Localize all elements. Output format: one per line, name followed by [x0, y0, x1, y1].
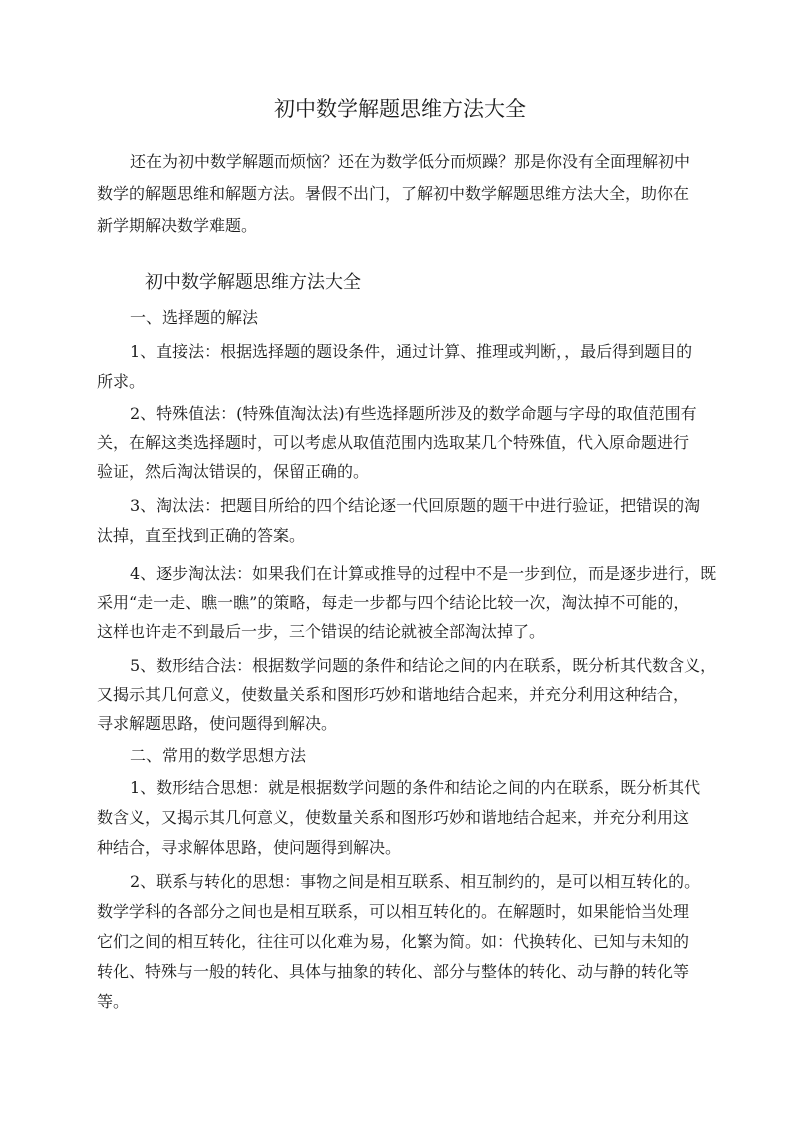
- paragraph-line: 转化、特殊与一般的转化、具体与抽象的转化、部分与整体的转化、动与静的转化等: [97, 962, 690, 981]
- paragraph-line: 2、特殊值法：(特殊值淘汰法)有些选择题所涉及的数学命题与字母的取值范围有: [130, 404, 697, 423]
- paragraph-line: 验证，然后淘汰错误的，保留正确的。: [97, 462, 370, 481]
- paragraph-line: 汰掉，直至找到正确的答案。: [97, 526, 306, 545]
- section-heading: 一、选择题的解法: [130, 308, 259, 327]
- paragraph-line: 采用“走一走、瞧一瞧”的策略，每走一步都与四个结论比较一次，淘汰掉不可能的，: [97, 593, 690, 612]
- paragraph-line: 5、数形结合法：根据数学问题的条件和结论之间的内在联系，既分析其代数含义，: [130, 656, 717, 675]
- document-title: 初中数学解题思维方法大全: [274, 97, 526, 121]
- paragraph-line: 种结合，寻求解体思路，使问题得到解决。: [97, 838, 402, 857]
- paragraph-line: 等。: [97, 992, 130, 1011]
- paragraph-line: 1、直接法：根据选择题的题设条件，通过计算、推理或判断，，最后得到题目的: [130, 342, 693, 361]
- paragraph-line: 它们之间的相互转化，往往可以化难为易，化繁为简。如：代换转化、已知与未知的: [97, 932, 690, 951]
- paragraph-line: 1、数形结合思想：就是根据数学问题的条件和结论之间的内在联系，既分析其代: [130, 778, 701, 797]
- paragraph-line: 数学学科的各部分之间也是相互联系，可以相互转化的。在解题时，如果能恰当处理: [97, 902, 690, 921]
- paragraph-line: 3、淘汰法：把题目所给的四个结论逐一代回原题的题干中进行验证，把错误的淘: [130, 496, 701, 515]
- paragraph-line: 所求。: [97, 372, 146, 391]
- section-heading: 二、常用的数学思想方法: [130, 746, 307, 765]
- intro-line: 数学的解题思维和解题方法。暑假不出门，了解初中数学解题思维方法大全，助你在: [97, 184, 690, 203]
- paragraph-line: 4、逐步淘汰法：如果我们在计算或推导的过程中不是一步到位，而是逐步进行，既: [130, 564, 717, 583]
- section-title: 初中数学解题思维方法大全: [145, 272, 361, 293]
- paragraph-line: 这样也许走不到最后一步，三个错误的结论就被全部淘汰掉了。: [97, 622, 546, 641]
- paragraph-line: 寻求解题思路，使问题得到解决。: [97, 714, 338, 733]
- paragraph-line: 2、联系与转化的思想：事物之间是相互联系、相互制约的，是可以相互转化的。: [130, 872, 701, 891]
- intro-line: 新学期解决数学难题。: [97, 216, 258, 235]
- paragraph-line: 数含义，又揭示其几何意义，使数量关系和图形巧妙和谐地结合起来，并充分利用这: [97, 808, 690, 827]
- paragraph-line: 又揭示其几何意义，使数量关系和图形巧妙和谐地结合起来，并充分利用这种结合，: [97, 685, 690, 704]
- intro-line: 还在为初中数学解题而烦恼？还在为数学低分而烦躁？那是你没有全面理解初中: [130, 152, 691, 171]
- paragraph-line: 关，在解这类选择题时，可以考虑从取值范围内选取某几个特殊值，代入原命题进行: [97, 433, 690, 452]
